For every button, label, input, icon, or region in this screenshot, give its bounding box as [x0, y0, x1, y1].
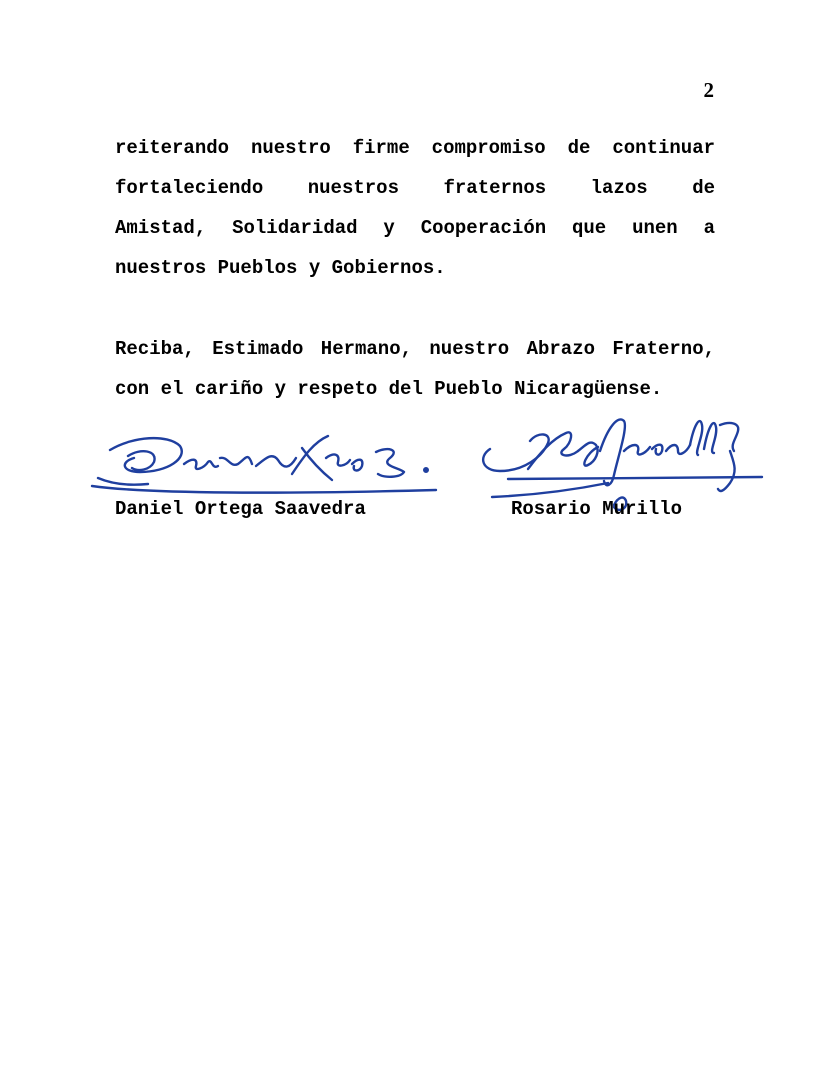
text-line: con el cariño y respeto del Pueblo Nicaragüense.: [115, 378, 663, 400]
text-line: Reciba, Estimado Hermano, nuestro Abrazo Fraterno,: [115, 338, 715, 360]
signature-daniel-ortega: [88, 428, 440, 500]
text-line: Amistad, Solidaridad y Cooperación que unen a: [115, 217, 715, 239]
signature-name-daniel-ortega: Daniel Ortega Saavedra: [115, 498, 366, 520]
signature-name-rosario-murillo: Rosario Murillo: [511, 498, 683, 520]
page-number: 2: [703, 78, 714, 102]
text-line: reiterando nuestro firme compromiso de continuar: [115, 137, 715, 159]
paragraph-commitment: [115, 128, 715, 288]
text-line: fortaleciendo nuestros fraternos lazos de: [115, 177, 715, 199]
paragraph-closing: [115, 329, 715, 409]
text-line: nuestros Pueblos y Gobiernos.: [115, 257, 446, 279]
